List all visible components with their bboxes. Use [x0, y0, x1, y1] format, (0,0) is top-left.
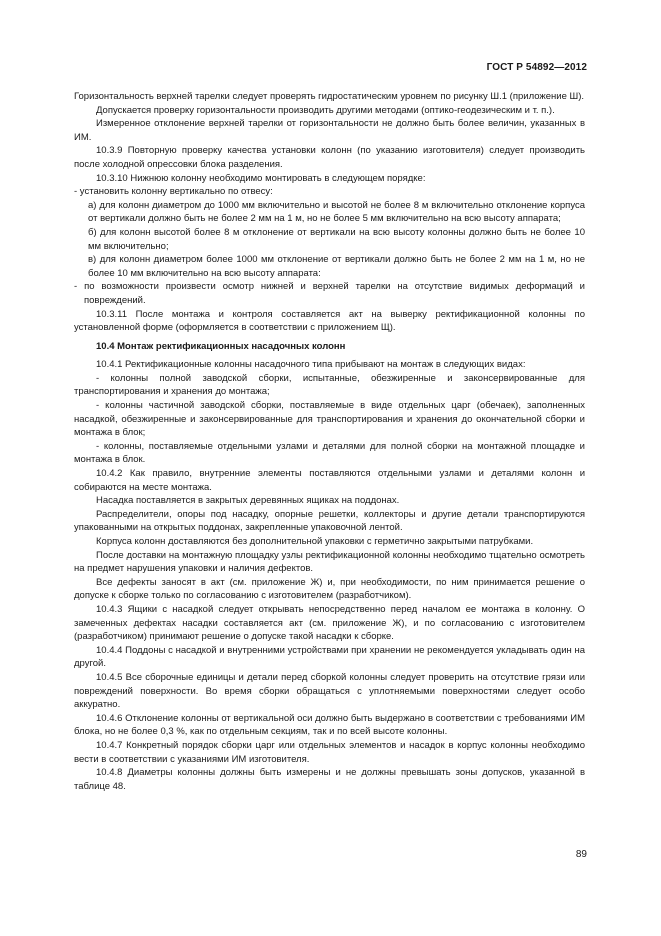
paragraph: 10.3.11 После монтажа и контроля составляется акт на выверку ректификационной колонны по установленной форме (оформляется в соответствии с приложением Щ). — [74, 308, 585, 334]
list-item: - колонны частичной заводской сборки, поставляемые в виде отдельных царг (обечаек), заполненных насадкой, обезжиренные и законсервированные для транспортирования и хранения до окончательной сборки и монтажа в блок; — [74, 400, 585, 439]
paragraph: 10.4.1 Ректификационные колонны насадочного типа прибывают на монтаж в следующих видах: — [96, 359, 526, 371]
standard-code: ГОСТ Р 54892—2012 — [486, 62, 587, 73]
list-item: - колонны, поставляемые отдельными узлами и деталями для полной сборки на монтажной площадке и монтажа в блок. — [74, 440, 585, 466]
paragraph: 10.4.6 Отклонение колонны от вертикальной оси должно быть выдержано в соответствии с требованиями ИМ блока, но не более 0,3 %, как по отдельным секциям, так и по всей высоте колонны. — [74, 712, 585, 738]
paragraph: 10.3.10 Нижнюю колонну необходимо монтировать в следующем порядке: — [96, 172, 426, 184]
paragraph: Все дефекты заносят в акт (см. приложение Ж) и, при необходимости, по ним принимается решение о допуске к сборке только по согласованию с изготовителем (разработчиком). — [74, 576, 585, 602]
paragraph: Измеренное отклонение верхней тарелки от горизонтальности не должно быть более величин, указанных в ИМ. — [74, 118, 585, 143]
list-item: - колонны полной заводской сборки, испытанные, обезжиренные и законсервированные для транспортирования и хранения до монтажа; — [74, 372, 585, 398]
paragraph: Корпуса колонн доставляются без дополнительной упаковки с герметично закрытыми патрубками. — [96, 536, 534, 547]
list-subitem-b: б) для колонн высотой более 8 м отклонение от вертикали на всю высоту колонны должно быть не более 10 мм включительно; — [88, 226, 585, 252]
list-subitem-a: а) для колонн диаметром до 1000 мм включительно и высотой не более 8 м включительно отклонение корпуса от вертикали должно быть не более 2 мм на 1 м, но не более 5 мм включительно на всю высоту аппарата; — [88, 199, 585, 225]
paragraph: 10.4.4 Поддоны с насадкой и внутренними устройствами при хранении не рекомендуется укладывать один на другой. — [74, 644, 585, 670]
list-item: - по возможности произвести осмотр нижней и верхней тарелки на отсутствие видимых деформаций и повреждений. — [74, 281, 585, 306]
paragraph: 10.4.8 Диаметры колонны должны быть измерены и не должны превышать зоны допусков, указанной в таблице 48. — [74, 767, 585, 792]
paragraph: 10.4.3 Ящики с насадкой следует открывать непосредственно перед началом ее монтажа в колонну. О замеченных дефектах насадки составляется акт (см. приложение Ж), и по согласованию с изготовителем (разработчиком) принимают решение о допуске такой насадки к сборке. — [74, 603, 585, 643]
paragraph: Насадка поставляется в закрытых деревянных ящиках на поддонах. — [96, 495, 400, 507]
paragraph: После доставки на монтажную площадку узлы ректификационной колонны необходимо тщательно осмотреть на предмет нарушения упаковки и наличия дефектов. — [74, 549, 585, 575]
paragraph: Горизонтальность верхней тарелки следует проверять гидростатическим уровнем по рисунку Ш.1 (приложение Ш). — [74, 91, 585, 102]
paragraph: 10.3.9 Повторную проверку качества установки колонн (по указанию изготовителя) следует производить после холодной опрессовки блока разделения. — [74, 145, 585, 170]
list-item: - установить колонну вертикально по отвесу: — [74, 186, 273, 198]
paragraph: Распределители, опоры под насадку, опорные решетки, коллекторы и другие детали транспортируются упакованными на открытых поддонах, закрепленные упаковочной лентой. — [74, 508, 585, 534]
list-subitem-c: в) для колонн диаметром более 1000 мм отклонение от вертикали должно быть не более 2 мм на 1 м, но не более 10 мм включительно на всю высоту аппарата: — [88, 254, 585, 279]
paragraph: 10.4.2 Как правило, внутренние элементы поставляются отдельными узлами и деталями колонн и собираются на месте монтажа. — [74, 468, 585, 493]
paragraph: 10.4.5 Все сборочные единицы и детали перед сборкой колонны следует проверить на отсутствие грязи или повреждений поверхности. Во время сборки обращаться с уплотняемыми поверхностями следует особо аккуратно. — [74, 671, 585, 711]
paragraph: 10.4.7 Конкретный порядок сборки царг или отдельных элементов и насадок в корпус колонны необходимо вести в соответствии с указаниями ИМ изготовителя. — [74, 739, 585, 765]
paragraph: Допускается проверку горизонтальности производить другими методами (оптико-геодезическим и т. п.). — [96, 104, 555, 116]
body-text — [74, 90, 585, 793]
section-title: 10.4 Монтаж ректификационных насадочных колонн — [96, 340, 346, 352]
page-number: 89 — [575, 849, 587, 860]
